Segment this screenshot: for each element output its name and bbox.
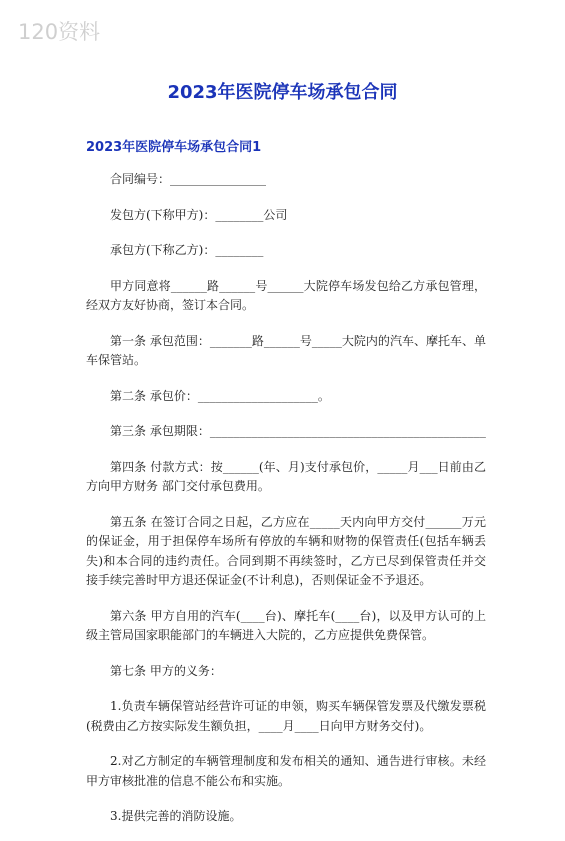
- clause-6: 第六条 甲方自用的汽车(____台)、摩托车(____台)，以及甲方认可的上级主管局国家职能部门的车辆进入大院的，乙方应提供免费保管。: [86, 608, 486, 642]
- clause-2: 第二条 承包价：____________________。: [110, 388, 330, 403]
- obligation-2: 2.对乙方制定的车辆管理制度和发布相关的通知、通告进行审核。未经甲方审核批准的信息不能公布和实施。: [86, 754, 486, 788]
- obligation-1: 1.负责车辆保管站经营许可证的申领，购买车辆保管发票及代缴发票税(税费由乙方按实际发生额负担，____月____日向甲方财务交付)。: [86, 699, 486, 733]
- contract-number: 合同编号：________________: [110, 172, 267, 186]
- party-a: 发包方(下称甲方)：________公司: [110, 207, 288, 222]
- clause-7: 第七条 甲方的义务：: [110, 663, 222, 678]
- document-title: 2023年医院停车场承包合同: [167, 82, 398, 103]
- obligation-3: 3.提供完善的消防设施。: [110, 809, 242, 823]
- contract-body: [86, 170, 486, 841]
- clause-3: 第三条 承包期限：______________________________________________: [110, 424, 486, 438]
- clause-4: 第四条 付款方式：按______(年、月)支付承包价，_____月___日前由乙方向甲方财务 部门交付承包费用。: [86, 459, 486, 493]
- section-heading: 2023年医院停车场承包合同1: [86, 140, 262, 155]
- watermark: 120资料: [18, 20, 101, 44]
- party-b: 承包方(下称乙方)：________: [110, 243, 264, 257]
- clause-5: 第五条 在签订合同之日起，乙方应在_____天内向甲方交付______万元的保证金，用于担保停车场所有停放的车辆和财物的保管责任(包括车辆丢失)和本合同的违约责任。合同到期不再续签时，乙方已尽到保管责任并交接手续完善时甲方退还保证金(不计利息)，否则保证金不予退还。: [86, 514, 486, 587]
- clause-1: 第一条 承包范围：_______路______号_____大院内的汽车、摩托车、单车保管站。: [86, 333, 486, 367]
- intro-paragraph: 甲方同意将______路______号______大院停车场发包给乙方承包管理，经双方友好协商，签订本合同。: [86, 278, 486, 312]
